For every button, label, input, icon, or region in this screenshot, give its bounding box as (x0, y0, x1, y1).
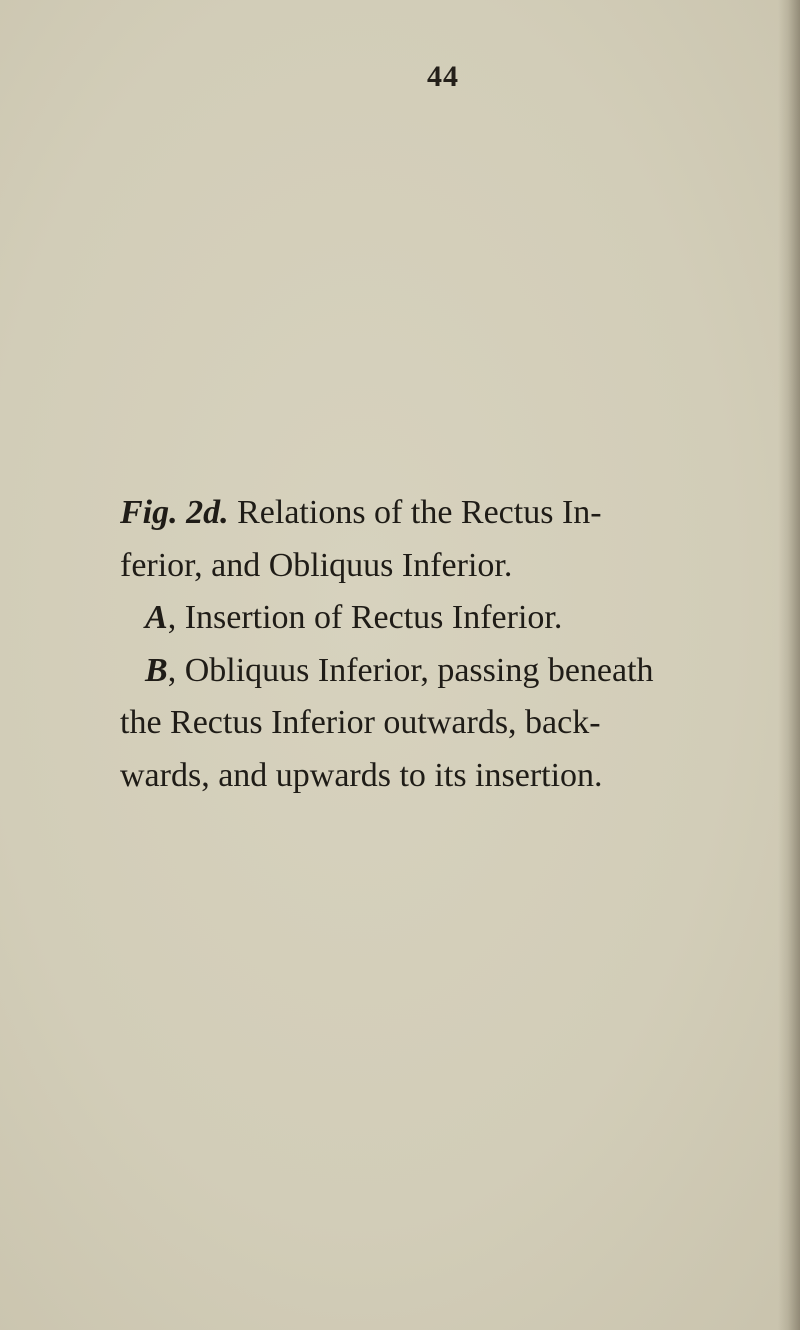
fig-label: Fig. (120, 494, 178, 531)
caption-line-2: ferior, and Obliquus Inferior. (120, 546, 513, 584)
caption-title-start: Relations of the Rectus In- (237, 494, 602, 531)
caption-line-6: wards, and upwards to its insertion. (120, 756, 603, 794)
caption-item-b (120, 645, 770, 698)
item-b-letter: B (145, 651, 168, 689)
caption-line-1 (120, 487, 770, 540)
caption-line-5: the Rectus Inferior outwards, back- (120, 704, 601, 742)
page-edge-shadow (778, 0, 800, 1330)
fig-number: 2d. (186, 494, 229, 531)
item-a-text: , Insertion of Rectus Inferior. (167, 599, 563, 637)
item-b-text: , Obliquus Inferior, passing beneath (167, 651, 654, 689)
item-a-letter: A (145, 599, 168, 637)
page-number: 44 (427, 60, 459, 93)
caption-item-a (120, 592, 770, 645)
figure-caption (120, 487, 770, 803)
